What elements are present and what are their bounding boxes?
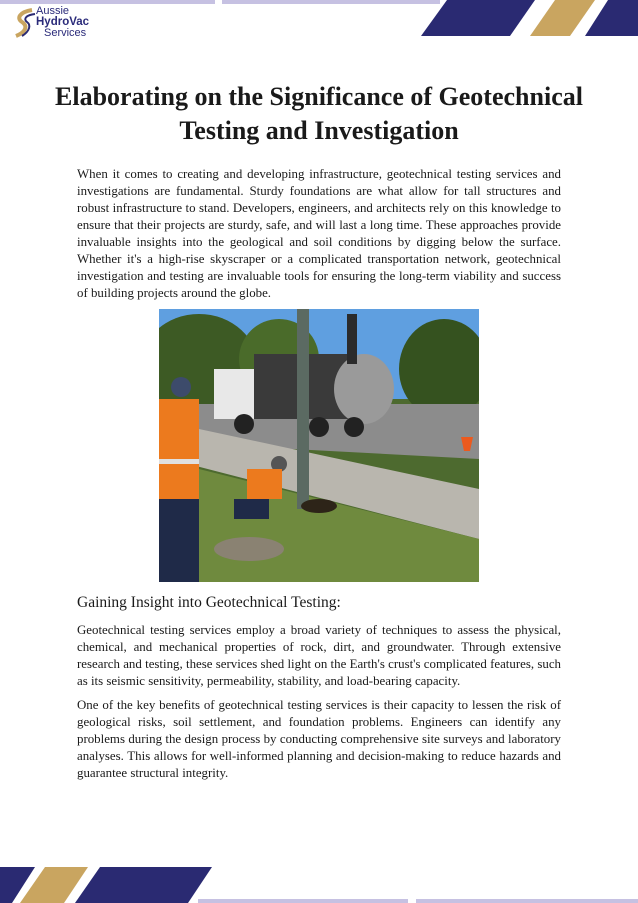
section-heading: Gaining Insight into Geotechnical Testing: <box>77 594 341 611</box>
company-logo <box>14 6 134 44</box>
logo-line-2: HydroVac <box>36 16 90 28</box>
section-paragraph-1: Geotechnical testing services employ a broad variety of techniques to assess the physical, chemical, and mechanical properties of rock, dirt, and groundwater. Through extensive research and testing, these services shed light on the Earth's crust's complicated features, such as its seismic sensitivity, permeability, stability, and load-bearing capacity. <box>77 623 561 688</box>
section-paragraph-2: One of the key benefits of geotechnical testing services is their capacity to lessen the risk of geological risks, soil settlement, and foundation problems. Engineers can identify any problems during the design process by conducting comprehensive site surveys and laboratory analyses. This allows for well-informed planning and decision-making to reduce hazards and guarantee structural integrity. <box>77 698 561 780</box>
logo-line-1: Aussie <box>36 5 70 17</box>
footer-band <box>0 867 638 903</box>
intro-paragraph: When it comes to creating and developing infrastructure, geotechnical testing services and investigations are fundamental. Sturdy foundations are what allow for tall structures and robust infrastructure to stand. Developers, engineers, and architects rely on this knowledge to ensure that their projects are sturdy, safe, and will last a long time. These approaches provide invaluable insights into the geological and soil conditions by digging below the surface. Whether it's a high-rise skyscraper or a complicated transportation network, geotechnical investigation and testing are invaluable tools for ensuring the long-term viability and success of building projects around the globe. <box>77 167 561 300</box>
logo-line-3: Services <box>44 27 87 39</box>
logo-swoosh-icon <box>14 8 36 38</box>
site-photo <box>159 309 479 582</box>
page-title: Elaborating on the Significance of Geotechnical Testing and Investigation <box>55 82 583 145</box>
